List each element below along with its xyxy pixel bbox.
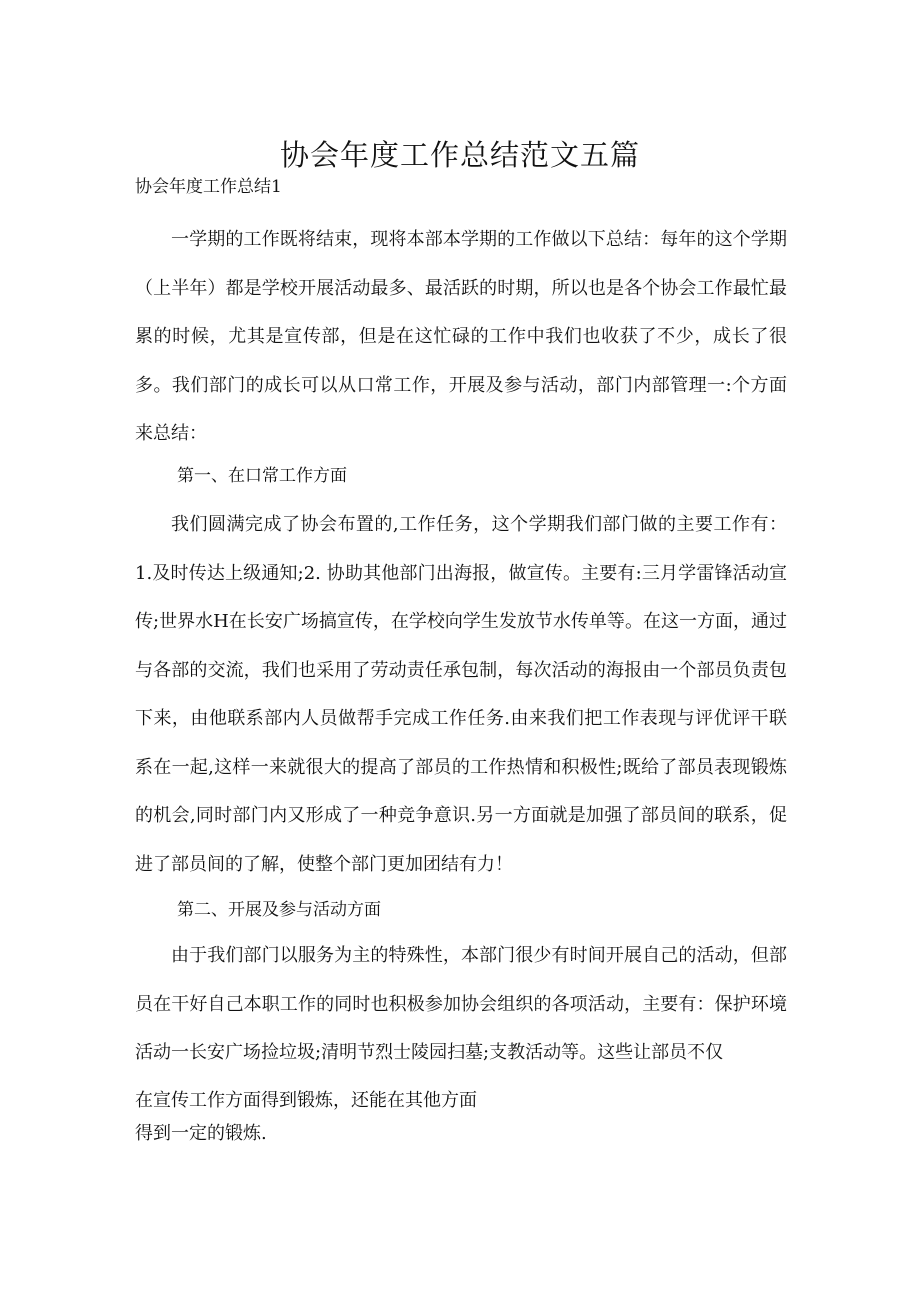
section-heading-activities: 第二、开展及参与活动方面: [177, 900, 381, 920]
article-subheading: 协会年度工作总结1: [135, 177, 282, 197]
paragraph-activities-tail-line-1: 在宣传工作方面得到锻炼，还能在其他方面: [135, 1090, 477, 1111]
paragraph-activities: 由于我们部门以服务为主的特殊性，本部门很少有时间开展自己的活动，但部员在干好自己本职工作的同时也积极参加协会组织的各项活动，主要有：保护环境活动一长安广场捡垃圾;清明节烈士陵园扫墓;支教活动等。这些让部员不仅: [135, 945, 787, 1063]
section-heading-daily-work: 第一、在口常工作方面: [177, 466, 347, 486]
page-title: 协会年度工作总结范文五篇: [279, 138, 640, 173]
paragraph-intro: 一学期的工作既将结束，现将本部本学期的工作做以下总结：每年的这个学期（上半年）都是学校开展活动最多、最活跃的时期，所以也是各个协会工作最忙最累的时候，尤其是宣传部，但是在这忙碌的工作中我们也收获了不少，成长了很多。我们部门的成长可以从口常工作，开展及参与活动，部门内部管理一:个方面来总结：: [135, 229, 787, 444]
paragraph-activities-tail-line-2: 得到一定的锻炼.: [135, 1123, 267, 1144]
paragraph-daily-work: 我们圆满完成了协会布置的,工作任务，这个学期我们部门做的主要工作有：1.及时传达上级通知;2. 协助其他部门出海报，做宣传。主要有:三月学雷锋活动宣传;世界水H在长安广场搞宣传，在学校向学生发放节水传单等。在这一方面，通过与各部的交流，我们也采用了劳动责任承包制，每次活动的海报由一个部员负责包下来，由他联系部内人员做帮手完成工作任务.由来我们把工作表现与评优评干联系在一起,这样一来就很大的提高了部员的工作热情和积极性;既给了部员表现锻炼的机会,同时部门内又形成了一种竞争意识.另一方面就是加强了部员间的联系，促进了部员间的了解，使整个部门更加团结有力！: [135, 514, 787, 875]
